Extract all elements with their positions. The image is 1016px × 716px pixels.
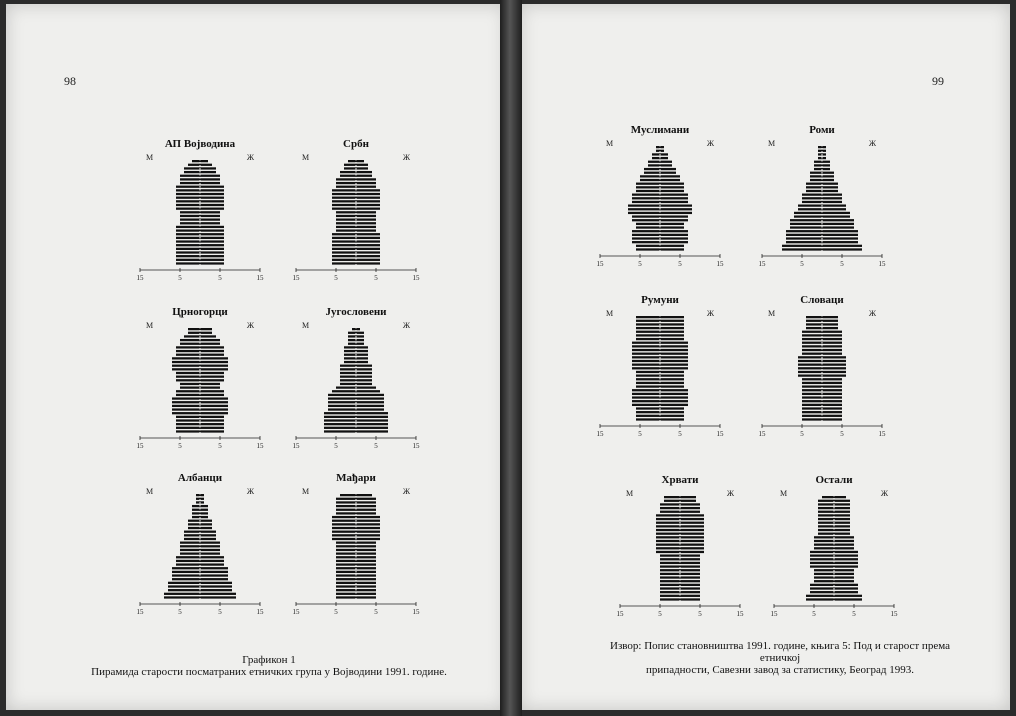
tick-label: 15	[256, 608, 264, 616]
pyramid-title: Словаци	[800, 294, 844, 306]
pyramid-title: Србн	[343, 138, 369, 150]
page-number-left: 98	[64, 74, 76, 88]
pyramid-vojvodina	[136, 138, 264, 288]
pyramid-others	[770, 474, 898, 624]
male-label: М	[146, 321, 154, 330]
tick-label: 15	[412, 608, 420, 616]
female-label: Ж	[706, 139, 714, 148]
tick-label: 15	[878, 260, 886, 268]
pyramid-slovaks	[758, 294, 886, 444]
male-label: М	[146, 153, 154, 162]
tick-label: 15	[256, 274, 264, 282]
tick-label: 5	[678, 430, 682, 438]
male-label: М	[146, 487, 154, 496]
tick-label: 15	[412, 274, 420, 282]
tick-label: 15	[292, 442, 300, 450]
tick-label: 15	[292, 274, 300, 282]
pyramid-title: Муслимани	[630, 124, 690, 136]
pyramid-roma	[758, 124, 886, 274]
female-label: Ж	[246, 487, 254, 496]
pyramid-svg	[136, 306, 264, 456]
tick-label: 15	[890, 610, 898, 618]
pyramid-title: Црногорци	[172, 306, 228, 318]
source-note	[590, 640, 970, 676]
tick-label: 15	[596, 430, 604, 438]
tick-label: 5	[852, 610, 856, 618]
page-number-right: 99	[932, 74, 944, 88]
tick-label: 15	[136, 274, 144, 282]
tick-label: 5	[374, 274, 378, 282]
male-label: М	[768, 139, 776, 148]
pyramid-yugoslavs	[292, 306, 420, 456]
female-label: Ж	[246, 153, 254, 162]
tick-label: 5	[698, 610, 702, 618]
pyramid-svg	[758, 294, 886, 444]
pyramid-title: Остали	[815, 474, 853, 486]
figure-caption-text: Пирамида старости посматраних етничких група у Војводини 1991. године.	[91, 666, 447, 678]
pyramid-title: АП Војводина	[164, 138, 236, 150]
female-label: Ж	[402, 487, 410, 496]
pyramid-hungarians	[292, 472, 420, 622]
male-label: М	[768, 309, 776, 318]
male-label: М	[780, 489, 788, 498]
tick-label: 5	[800, 260, 804, 268]
female-label: Ж	[706, 309, 714, 318]
female-label: Ж	[402, 153, 410, 162]
pyramid-croats	[616, 474, 744, 624]
tick-label: 15	[736, 610, 744, 618]
tick-label: 5	[218, 608, 222, 616]
pyramid-title: Мађари	[336, 472, 376, 484]
female-label: Ж	[868, 139, 876, 148]
figure-caption	[34, 654, 504, 678]
pyramid-svg	[758, 124, 886, 274]
tick-label: 5	[334, 608, 338, 616]
tick-label: 15	[758, 260, 766, 268]
pyramid-svg	[770, 474, 898, 624]
female-label: Ж	[726, 489, 734, 498]
male-label: М	[606, 139, 614, 148]
pyramid-title: Југословени	[325, 306, 387, 318]
female-label: Ж	[880, 489, 888, 498]
pyramid-montenegrins	[136, 306, 264, 456]
tick-label: 5	[218, 442, 222, 450]
tick-label: 5	[178, 442, 182, 450]
tick-label: 15	[256, 442, 264, 450]
tick-label: 5	[178, 608, 182, 616]
tick-label: 5	[374, 442, 378, 450]
male-label: М	[302, 321, 310, 330]
tick-label: 15	[770, 610, 778, 618]
pyramid-svg	[596, 124, 724, 274]
tick-label: 15	[716, 430, 724, 438]
pyramid-svg	[136, 472, 264, 622]
tick-label: 5	[374, 608, 378, 616]
male-label: М	[302, 153, 310, 162]
male-label: М	[606, 309, 614, 318]
pyramid-title: Румуни	[641, 294, 679, 306]
pyramid-title: Албанци	[177, 472, 223, 484]
tick-label: 5	[658, 610, 662, 618]
pyramid-romanians	[596, 294, 724, 444]
tick-label: 15	[292, 608, 300, 616]
tick-label: 15	[878, 430, 886, 438]
book-gutter	[500, 0, 522, 716]
female-label: Ж	[402, 321, 410, 330]
tick-label: 5	[840, 260, 844, 268]
pyramid-svg	[292, 138, 420, 288]
pyramid-title: Хрвати	[661, 474, 699, 486]
pyramid-svg	[292, 472, 420, 622]
tick-label: 15	[616, 610, 624, 618]
pyramid-muslims	[596, 124, 724, 274]
pyramid-svg	[292, 306, 420, 456]
tick-label: 5	[812, 610, 816, 618]
tick-label: 5	[638, 260, 642, 268]
female-label: Ж	[246, 321, 254, 330]
pyramid-svg	[616, 474, 744, 624]
tick-label: 5	[678, 260, 682, 268]
pyramid-albanians	[136, 472, 264, 622]
tick-label: 15	[136, 442, 144, 450]
tick-label: 5	[218, 274, 222, 282]
male-label: М	[626, 489, 634, 498]
pyramid-svg	[596, 294, 724, 444]
tick-label: 15	[596, 260, 604, 268]
tick-label: 5	[800, 430, 804, 438]
tick-label: 5	[840, 430, 844, 438]
tick-label: 5	[638, 430, 642, 438]
pyramid-svg	[136, 138, 264, 288]
source-note-line1: Извор: Попис становништва 1991. године, књига 5: Под и старост према етничкој	[610, 640, 950, 664]
pyramid-serbs	[292, 138, 420, 288]
figure-caption-title: Графикон 1	[242, 654, 296, 666]
tick-label: 15	[412, 442, 420, 450]
tick-label: 15	[716, 260, 724, 268]
tick-label: 5	[178, 274, 182, 282]
tick-label: 5	[334, 442, 338, 450]
tick-label: 5	[334, 274, 338, 282]
source-note-line2: припадности, Савезни завод за статистику, Београд 1993.	[646, 664, 914, 676]
tick-label: 15	[136, 608, 144, 616]
female-label: Ж	[868, 309, 876, 318]
tick-label: 15	[758, 430, 766, 438]
pyramid-title: Роми	[809, 124, 835, 136]
male-label: М	[302, 487, 310, 496]
